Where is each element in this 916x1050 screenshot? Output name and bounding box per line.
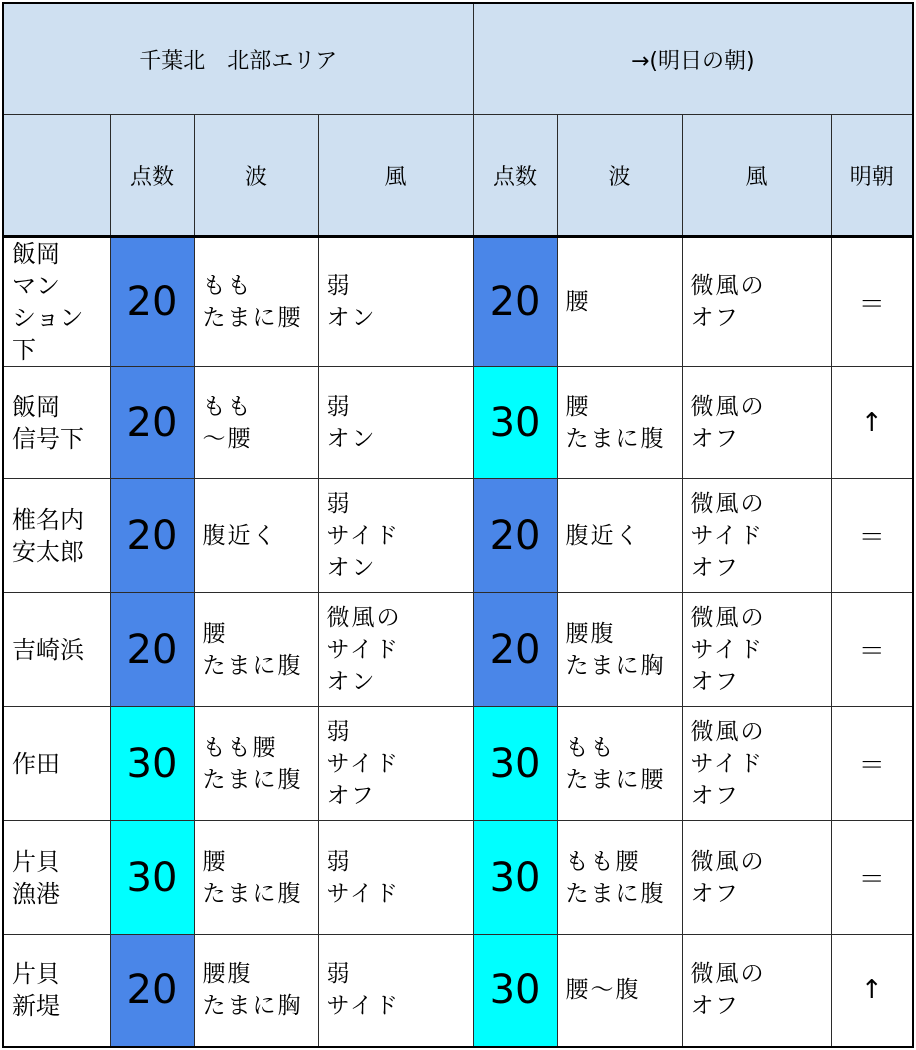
wave-cell-line: 腰 — [202, 620, 228, 647]
wave-cell-line: たまに腹 — [202, 766, 303, 793]
wind-cell-line: サイド — [326, 993, 400, 1020]
spot-name — [3, 479, 110, 593]
col-header-wave-tomorrow: 波 — [557, 115, 682, 237]
trend-cell: ↑ — [831, 367, 913, 479]
wind-cell — [318, 935, 473, 1047]
wave-tomorrow-cell-line: もも腰 — [565, 848, 641, 875]
wave-cell — [194, 707, 318, 821]
wave-cell — [194, 593, 318, 707]
wave-cell-line: たまに胸 — [202, 993, 303, 1020]
score-cell: 20 — [110, 367, 194, 479]
spot-name-line: 飯岡 — [12, 240, 60, 268]
table-row — [3, 367, 913, 479]
wave-tomorrow-cell-line: たまに腹 — [565, 425, 666, 452]
col-header-wind: 風 — [318, 115, 473, 237]
wind-tomorrow-cell-line: サイド — [690, 522, 764, 549]
wind-tomorrow-cell-line: 微風の — [690, 393, 766, 420]
spot-name-line: 片貝 — [12, 960, 60, 989]
wind-cell-line: 微風の — [326, 604, 402, 631]
col-header-wind-tomorrow: 風 — [682, 115, 831, 237]
wind-tomorrow-cell-line: 微風の — [690, 848, 766, 875]
wave-tomorrow-cell-line: 腹近く — [565, 522, 641, 549]
wind-cell-line: オン — [326, 305, 377, 331]
wind-tomorrow-cell — [682, 479, 831, 593]
wind-cell-line: 弱 — [326, 490, 352, 517]
spot-name-line: 飯岡 — [12, 392, 60, 421]
wave-tomorrow-cell — [557, 367, 682, 479]
wind-tomorrow-cell-line: オフ — [690, 993, 740, 1020]
wind-tomorrow-cell-line: オフ — [690, 305, 740, 331]
spot-name-line: 安太郎 — [12, 537, 84, 566]
wind-cell-line: オン — [326, 425, 377, 452]
table-row — [3, 237, 913, 367]
wind-cell-line: 弱 — [326, 718, 352, 745]
wind-tomorrow-cell-line: オフ — [690, 668, 740, 695]
wind-tomorrow-cell — [682, 367, 831, 479]
score-tomorrow-cell: 20 — [473, 593, 557, 707]
wind-cell — [318, 237, 473, 367]
wind-cell — [318, 479, 473, 593]
score-cell: 20 — [110, 935, 194, 1047]
wave-cell-line: もも — [202, 273, 253, 299]
score-tomorrow-cell: 20 — [473, 237, 557, 367]
spot-name — [3, 367, 110, 479]
col-header-spot — [3, 115, 110, 237]
wind-tomorrow-cell-line: オフ — [690, 554, 740, 581]
wind-tomorrow-cell — [682, 593, 831, 707]
wind-cell-line: 弱 — [326, 393, 352, 420]
tomorrow-title: →(明日の朝) — [473, 3, 913, 115]
score-tomorrow-cell: 30 — [473, 367, 557, 479]
wind-cell-line: サイド — [326, 636, 400, 663]
wind-cell-line: サイド — [326, 522, 400, 549]
table-row — [3, 935, 913, 1047]
wind-cell-line: オン — [326, 554, 377, 581]
wave-tomorrow-cell-line: たまに腹 — [565, 880, 666, 907]
score-cell: 30 — [110, 707, 194, 821]
wave-tomorrow-cell-line: もも — [565, 734, 616, 761]
table-row — [3, 593, 913, 707]
wave-cell-line: たまに腰 — [202, 305, 303, 331]
wave-tomorrow-cell-line: たまに胸 — [565, 652, 666, 679]
score-tomorrow-cell: 30 — [473, 821, 557, 935]
trend-cell: ＝ — [831, 593, 913, 707]
score-cell: 20 — [110, 237, 194, 367]
trend-cell: ＝ — [831, 707, 913, 821]
wave-cell — [194, 237, 318, 367]
wave-cell — [194, 367, 318, 479]
spot-name-line: 漁港 — [12, 879, 60, 908]
wind-tomorrow-cell-line: オフ — [690, 880, 740, 907]
spot-name — [3, 707, 110, 821]
table-row — [3, 479, 913, 593]
wind-tomorrow-cell-line: 微風の — [690, 490, 766, 517]
wave-cell — [194, 821, 318, 935]
wind-tomorrow-cell-line: 微風の — [690, 961, 766, 988]
wind-tomorrow-cell-line: 微風の — [690, 604, 766, 631]
wave-cell-line: 〜腰 — [202, 425, 253, 452]
wave-tomorrow-cell-line: 腰 — [565, 393, 591, 420]
wave-cell — [194, 935, 318, 1047]
col-header-score-tomorrow: 点数 — [473, 115, 557, 237]
wind-tomorrow-cell — [682, 237, 831, 367]
trend-cell: ↑ — [831, 935, 913, 1047]
wave-cell-line: たまに腹 — [202, 880, 303, 907]
score-cell: 30 — [110, 821, 194, 935]
wind-cell — [318, 593, 473, 707]
score-cell: 20 — [110, 479, 194, 593]
surf-forecast-table — [2, 2, 914, 1048]
wind-tomorrow-cell-line: サイド — [690, 750, 764, 777]
wind-tomorrow-cell-line: オフ — [690, 425, 740, 452]
wave-cell-line: 腰 — [202, 848, 228, 875]
wind-cell-line: 弱 — [326, 961, 352, 988]
col-header-score: 点数 — [110, 115, 194, 237]
spot-name — [3, 593, 110, 707]
wave-tomorrow-cell — [557, 593, 682, 707]
spot-name-line: 作田 — [12, 749, 60, 778]
wave-cell-line: 腰腹 — [202, 961, 253, 988]
wind-cell — [318, 821, 473, 935]
wave-cell-line: たまに腹 — [202, 652, 303, 679]
wave-tomorrow-cell-line: 腰〜腹 — [565, 977, 641, 1004]
col-header-trend: 明朝 — [831, 115, 913, 237]
table-row — [3, 821, 913, 935]
spot-name-line: 信号下 — [12, 424, 84, 453]
wave-tomorrow-cell-line: 腰 — [565, 289, 591, 315]
spot-name-line: 下 — [12, 336, 36, 364]
wind-cell-line: サイド — [326, 750, 400, 777]
col-header-wave: 波 — [194, 115, 318, 237]
spot-name — [3, 821, 110, 935]
wave-tomorrow-cell — [557, 821, 682, 935]
wave-tomorrow-cell — [557, 237, 682, 367]
wind-tomorrow-cell — [682, 707, 831, 821]
wind-cell — [318, 707, 473, 821]
wind-cell — [318, 367, 473, 479]
wind-tomorrow-cell-line: 微風の — [690, 718, 766, 745]
wind-cell-line: サイド — [326, 880, 400, 907]
wave-cell — [194, 479, 318, 593]
spot-name-line: マン — [12, 272, 60, 300]
column-header-row — [3, 115, 913, 237]
wind-tomorrow-cell — [682, 935, 831, 1047]
wave-tomorrow-cell-line: 腰腹 — [565, 620, 616, 647]
trend-cell: ＝ — [831, 237, 913, 367]
wind-cell-line: 弱 — [326, 848, 352, 875]
wind-tomorrow-cell — [682, 821, 831, 935]
wind-tomorrow-cell-line: 微風の — [690, 273, 766, 299]
group-header-row — [3, 3, 913, 115]
score-cell: 20 — [110, 593, 194, 707]
spot-name — [3, 237, 110, 367]
area-title: 千葉北 北部エリア — [3, 3, 473, 115]
wind-tomorrow-cell-line: オフ — [690, 782, 740, 809]
wave-tomorrow-cell — [557, 479, 682, 593]
spot-name-line: 片貝 — [12, 847, 60, 876]
wave-tomorrow-cell-line: たまに腰 — [565, 766, 666, 793]
wave-cell-line: もも — [202, 393, 253, 420]
wind-cell-line: オフ — [326, 782, 376, 809]
wave-cell-line: 腹近く — [202, 522, 278, 549]
wind-tomorrow-cell-line: サイド — [690, 636, 764, 663]
trend-cell: ＝ — [831, 479, 913, 593]
spot-name-line: 吉崎浜 — [12, 635, 84, 664]
score-tomorrow-cell: 30 — [473, 707, 557, 821]
spot-name — [3, 935, 110, 1047]
score-tomorrow-cell: 20 — [473, 479, 557, 593]
spot-name-line: ション — [12, 304, 84, 332]
wave-tomorrow-cell — [557, 707, 682, 821]
table-row — [3, 707, 913, 821]
score-tomorrow-cell: 30 — [473, 935, 557, 1047]
wave-tomorrow-cell — [557, 935, 682, 1047]
spot-name-line: 椎名内 — [12, 505, 84, 534]
wave-cell-line: もも腰 — [202, 734, 278, 761]
wind-cell-line: オン — [326, 668, 377, 695]
spot-name-line: 新堤 — [12, 992, 60, 1021]
trend-cell: ＝ — [831, 821, 913, 935]
wind-cell-line: 弱 — [326, 273, 352, 299]
